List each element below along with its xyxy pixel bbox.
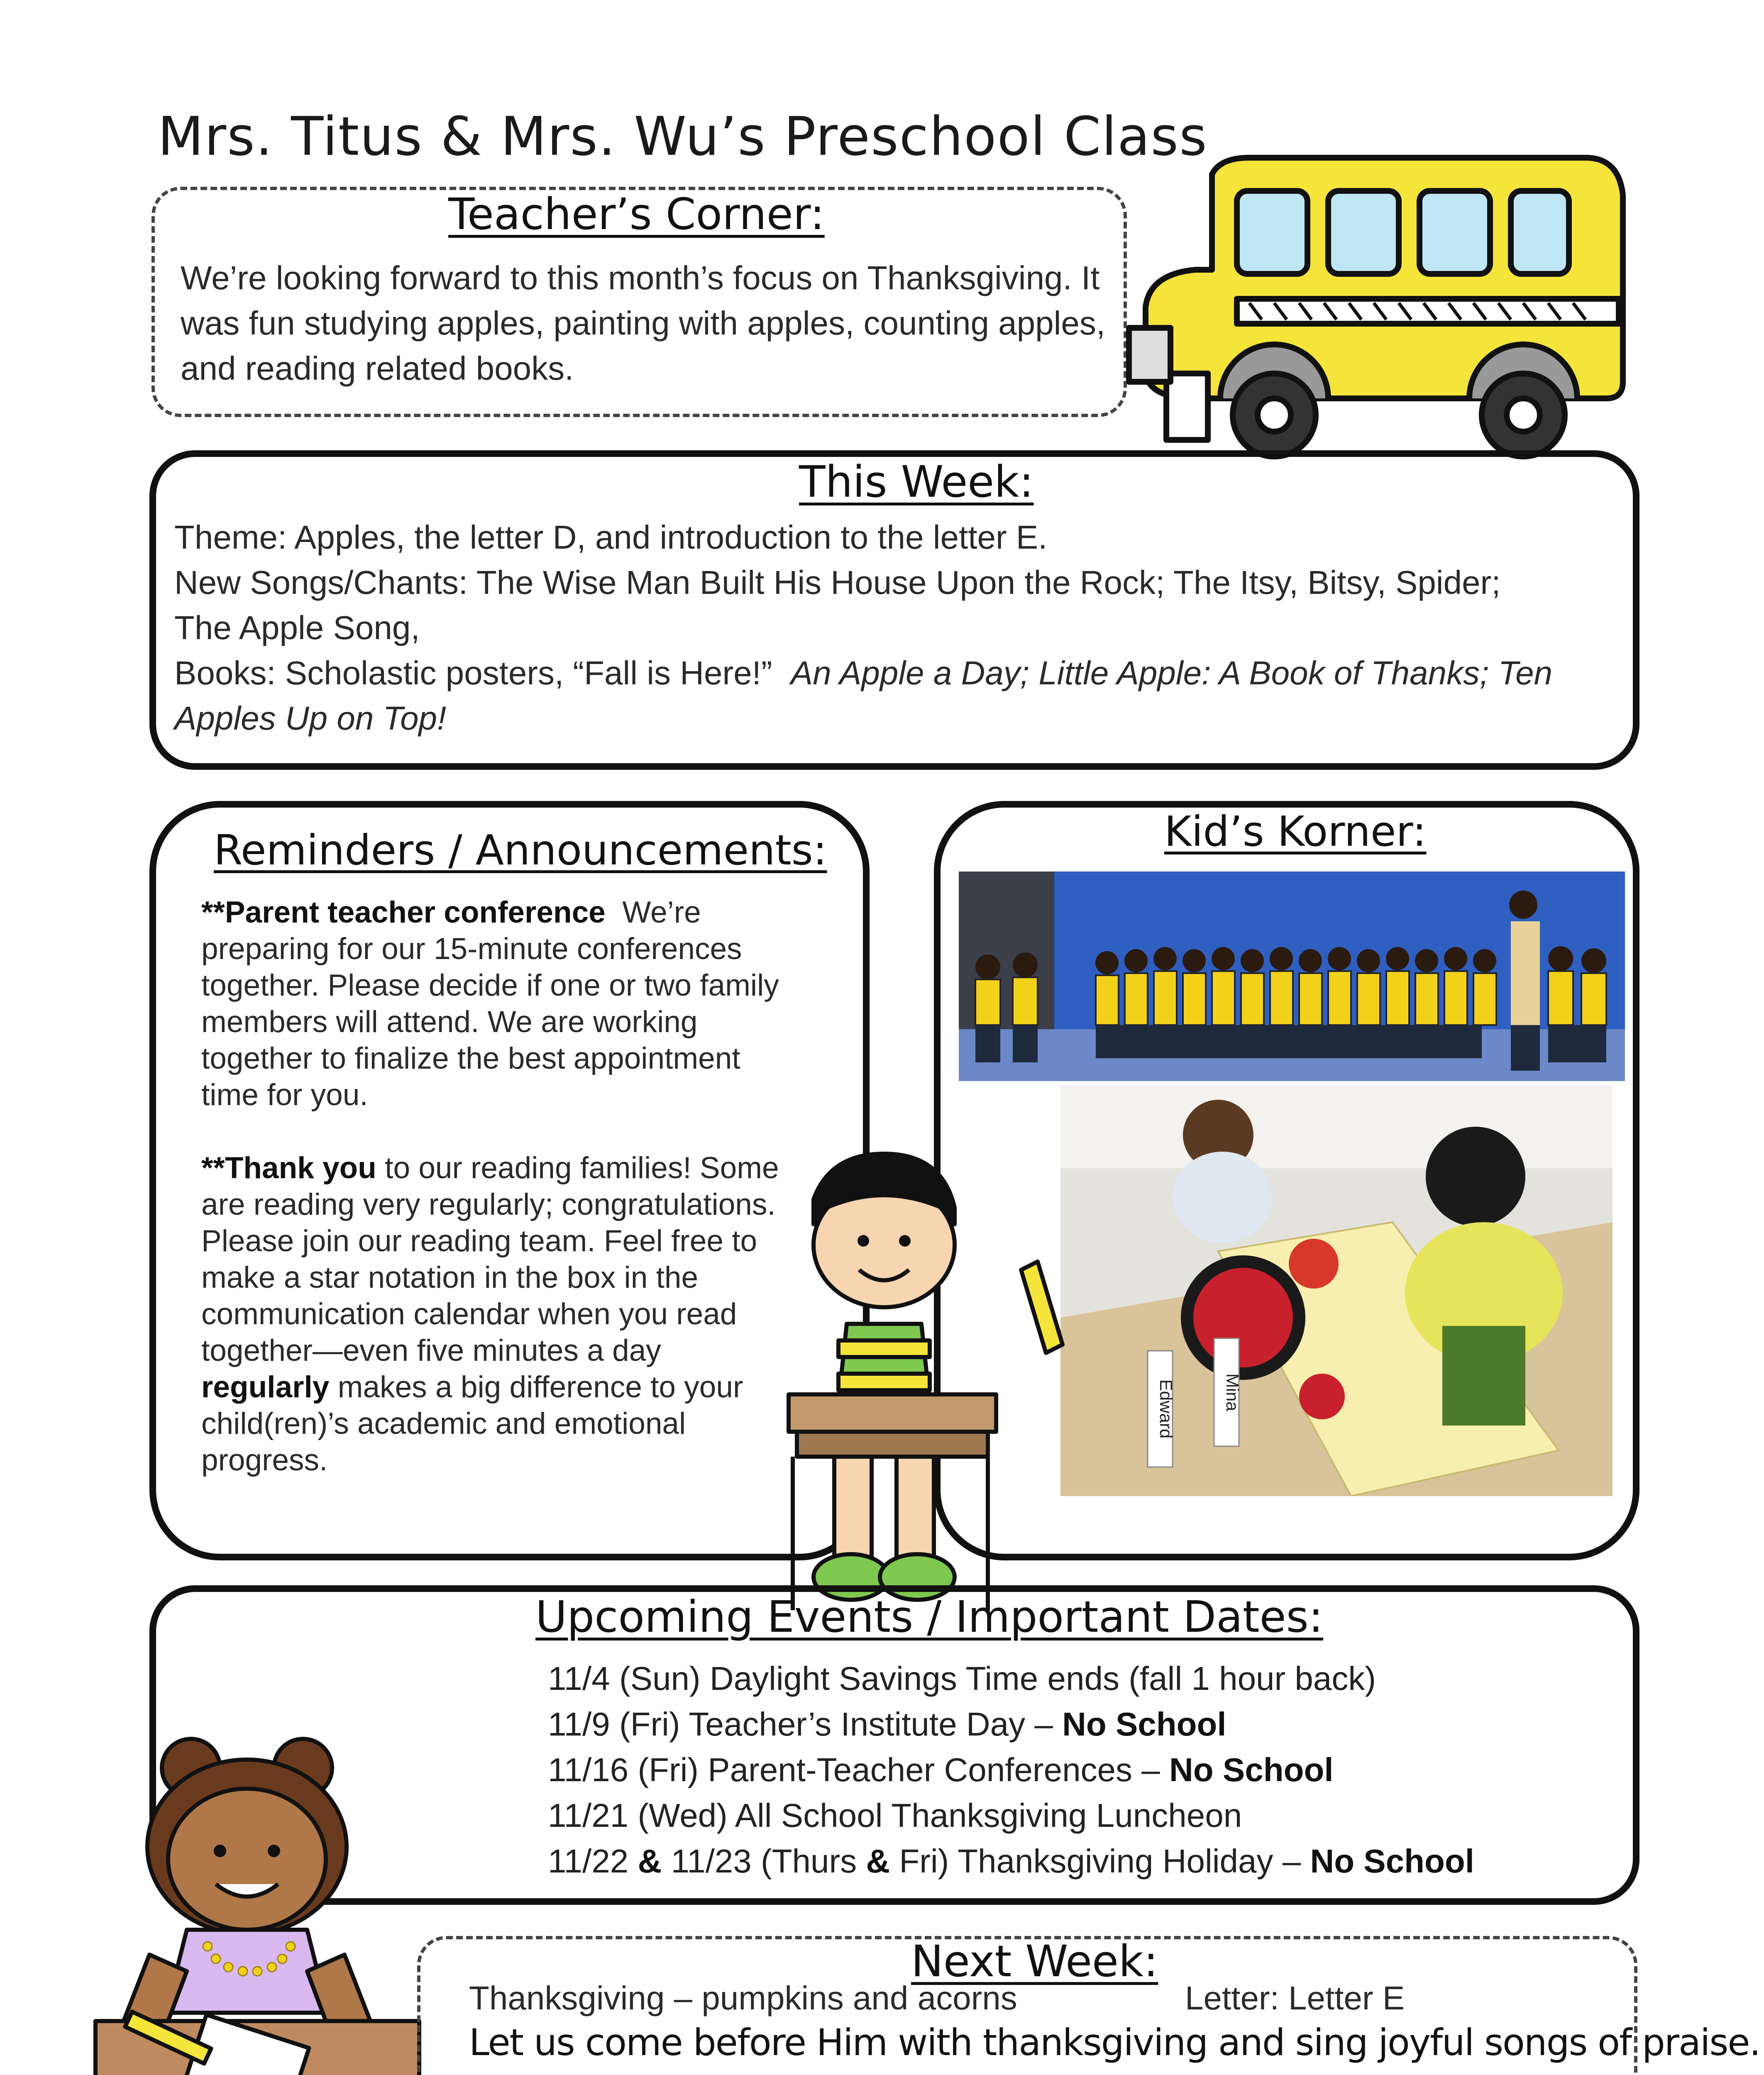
this-week-theme: Theme: Apples, the letter D, and introduction to the letter E. [174, 519, 1048, 556]
event-thanksgiving-holiday [548, 1838, 1474, 1884]
boy-at-desk-illustration [780, 1145, 1079, 1623]
events-list [548, 1656, 1474, 1884]
teachers-corner-text: We’re looking forward to this month’s focus on Thanksgiving. It was fun studying apples, painting with apples, counting apples, and reading related books. [181, 259, 1106, 387]
next-week-letter: Letter: Letter E [1185, 1980, 1405, 2016]
event-teachers-institute [548, 1702, 1474, 1747]
reminder-reading-emphasis: regularly [201, 1370, 330, 1404]
event-daylight-savings: 11/4 (Sun) Daylight Savings Time ends (fall 1 hour back) [548, 1660, 1376, 1697]
teachers-corner-heading: Teacher’s Corner: [448, 189, 825, 239]
event-teachers-institute-text: 11/9 (Fri) Teacher’s Institute Day – [548, 1706, 1053, 1743]
name-card-mina: Mina [1223, 1373, 1242, 1411]
reminder-reading-text-b: makes a big difference to your child(ren)’s academic and emotional progress. [201, 1370, 743, 1477]
reminder-reading-text-a: to our reading families! Some are reading very regularly; congratulations. Please join our reading team. Feel free to make a star notation in the box in the communication calendar when you read together—even five minutes a day [201, 1151, 779, 1367]
this-week-songs: New Songs/Chants: The Wise Man Built His House Upon the Rock; The Itsy, Bitsy, Spider; The Apple Song, [174, 564, 1501, 646]
reminders-content [201, 894, 803, 1479]
reminder-reading-lead: **Thank you [201, 1151, 376, 1185]
event-luncheon: 11/21 (Wed) All School Thanksgiving Luncheon [548, 1797, 1242, 1834]
this-week-heading: This Week: [799, 456, 1034, 507]
this-week-books-prefix: Books: Scholastic posters, “Fall is Here!” [174, 654, 772, 691]
reminders-heading: Reminders / Announcements: [214, 826, 827, 874]
this-week-books-titles: An Apple a Day; Little Apple: A Book of Thanks; Ten Apples Up on Top! [174, 654, 1553, 737]
next-week-topic: Thanksgiving – pumpkins and acorns [469, 1980, 1017, 2016]
reminder-conference-lead: **Parent teacher conference [201, 896, 606, 929]
event-teachers-institute-status: No School [1062, 1706, 1226, 1743]
this-week-content [174, 515, 1627, 741]
school-bus-illustration [1112, 149, 1635, 465]
next-week-heading: Next Week: [911, 1936, 1158, 1987]
event-holiday-amp-2: & [866, 1843, 890, 1880]
scripture-verse: Let us come before Him with thanksgiving and sing joyful songs of praise. [469, 2021, 1760, 2064]
event-holiday-text: Fri) Thanksgiving Holiday – [899, 1843, 1301, 1880]
event-holiday-date-a: 11/22 [548, 1843, 629, 1880]
event-holiday-amp-1: & [638, 1843, 662, 1880]
kids-korner-heading: Kid’s Korner: [1164, 807, 1427, 856]
reminder-reading [201, 1150, 791, 1479]
event-holiday-date-b: 11/23 (Thurs [671, 1843, 857, 1880]
event-holiday-status: No School [1310, 1843, 1474, 1880]
event-conferences-status: No School [1169, 1751, 1334, 1788]
reminder-conference [201, 894, 803, 1113]
reminder-conference-text: We’re preparing for our 15-minute conferences together. Please decide if one or two family members will attend. We are working together to finalize the best appointment time for you. [201, 896, 779, 1112]
class-photo-lineup [959, 872, 1625, 1081]
girl-at-desk-illustration [87, 1722, 428, 2075]
class-photo-painting [1060, 1085, 1613, 1496]
event-conferences-text: 11/16 (Fri) Parent-Teacher Conferences – [548, 1751, 1160, 1788]
events-heading: Upcoming Events / Important Dates: [535, 1592, 1323, 1642]
event-conferences [548, 1747, 1474, 1793]
this-week-books [174, 650, 1627, 741]
newsletter-title: Mrs. Titus & Mrs. Wu’s Preschool Class [158, 106, 1208, 168]
name-card-edward: Edward [1156, 1379, 1176, 1439]
